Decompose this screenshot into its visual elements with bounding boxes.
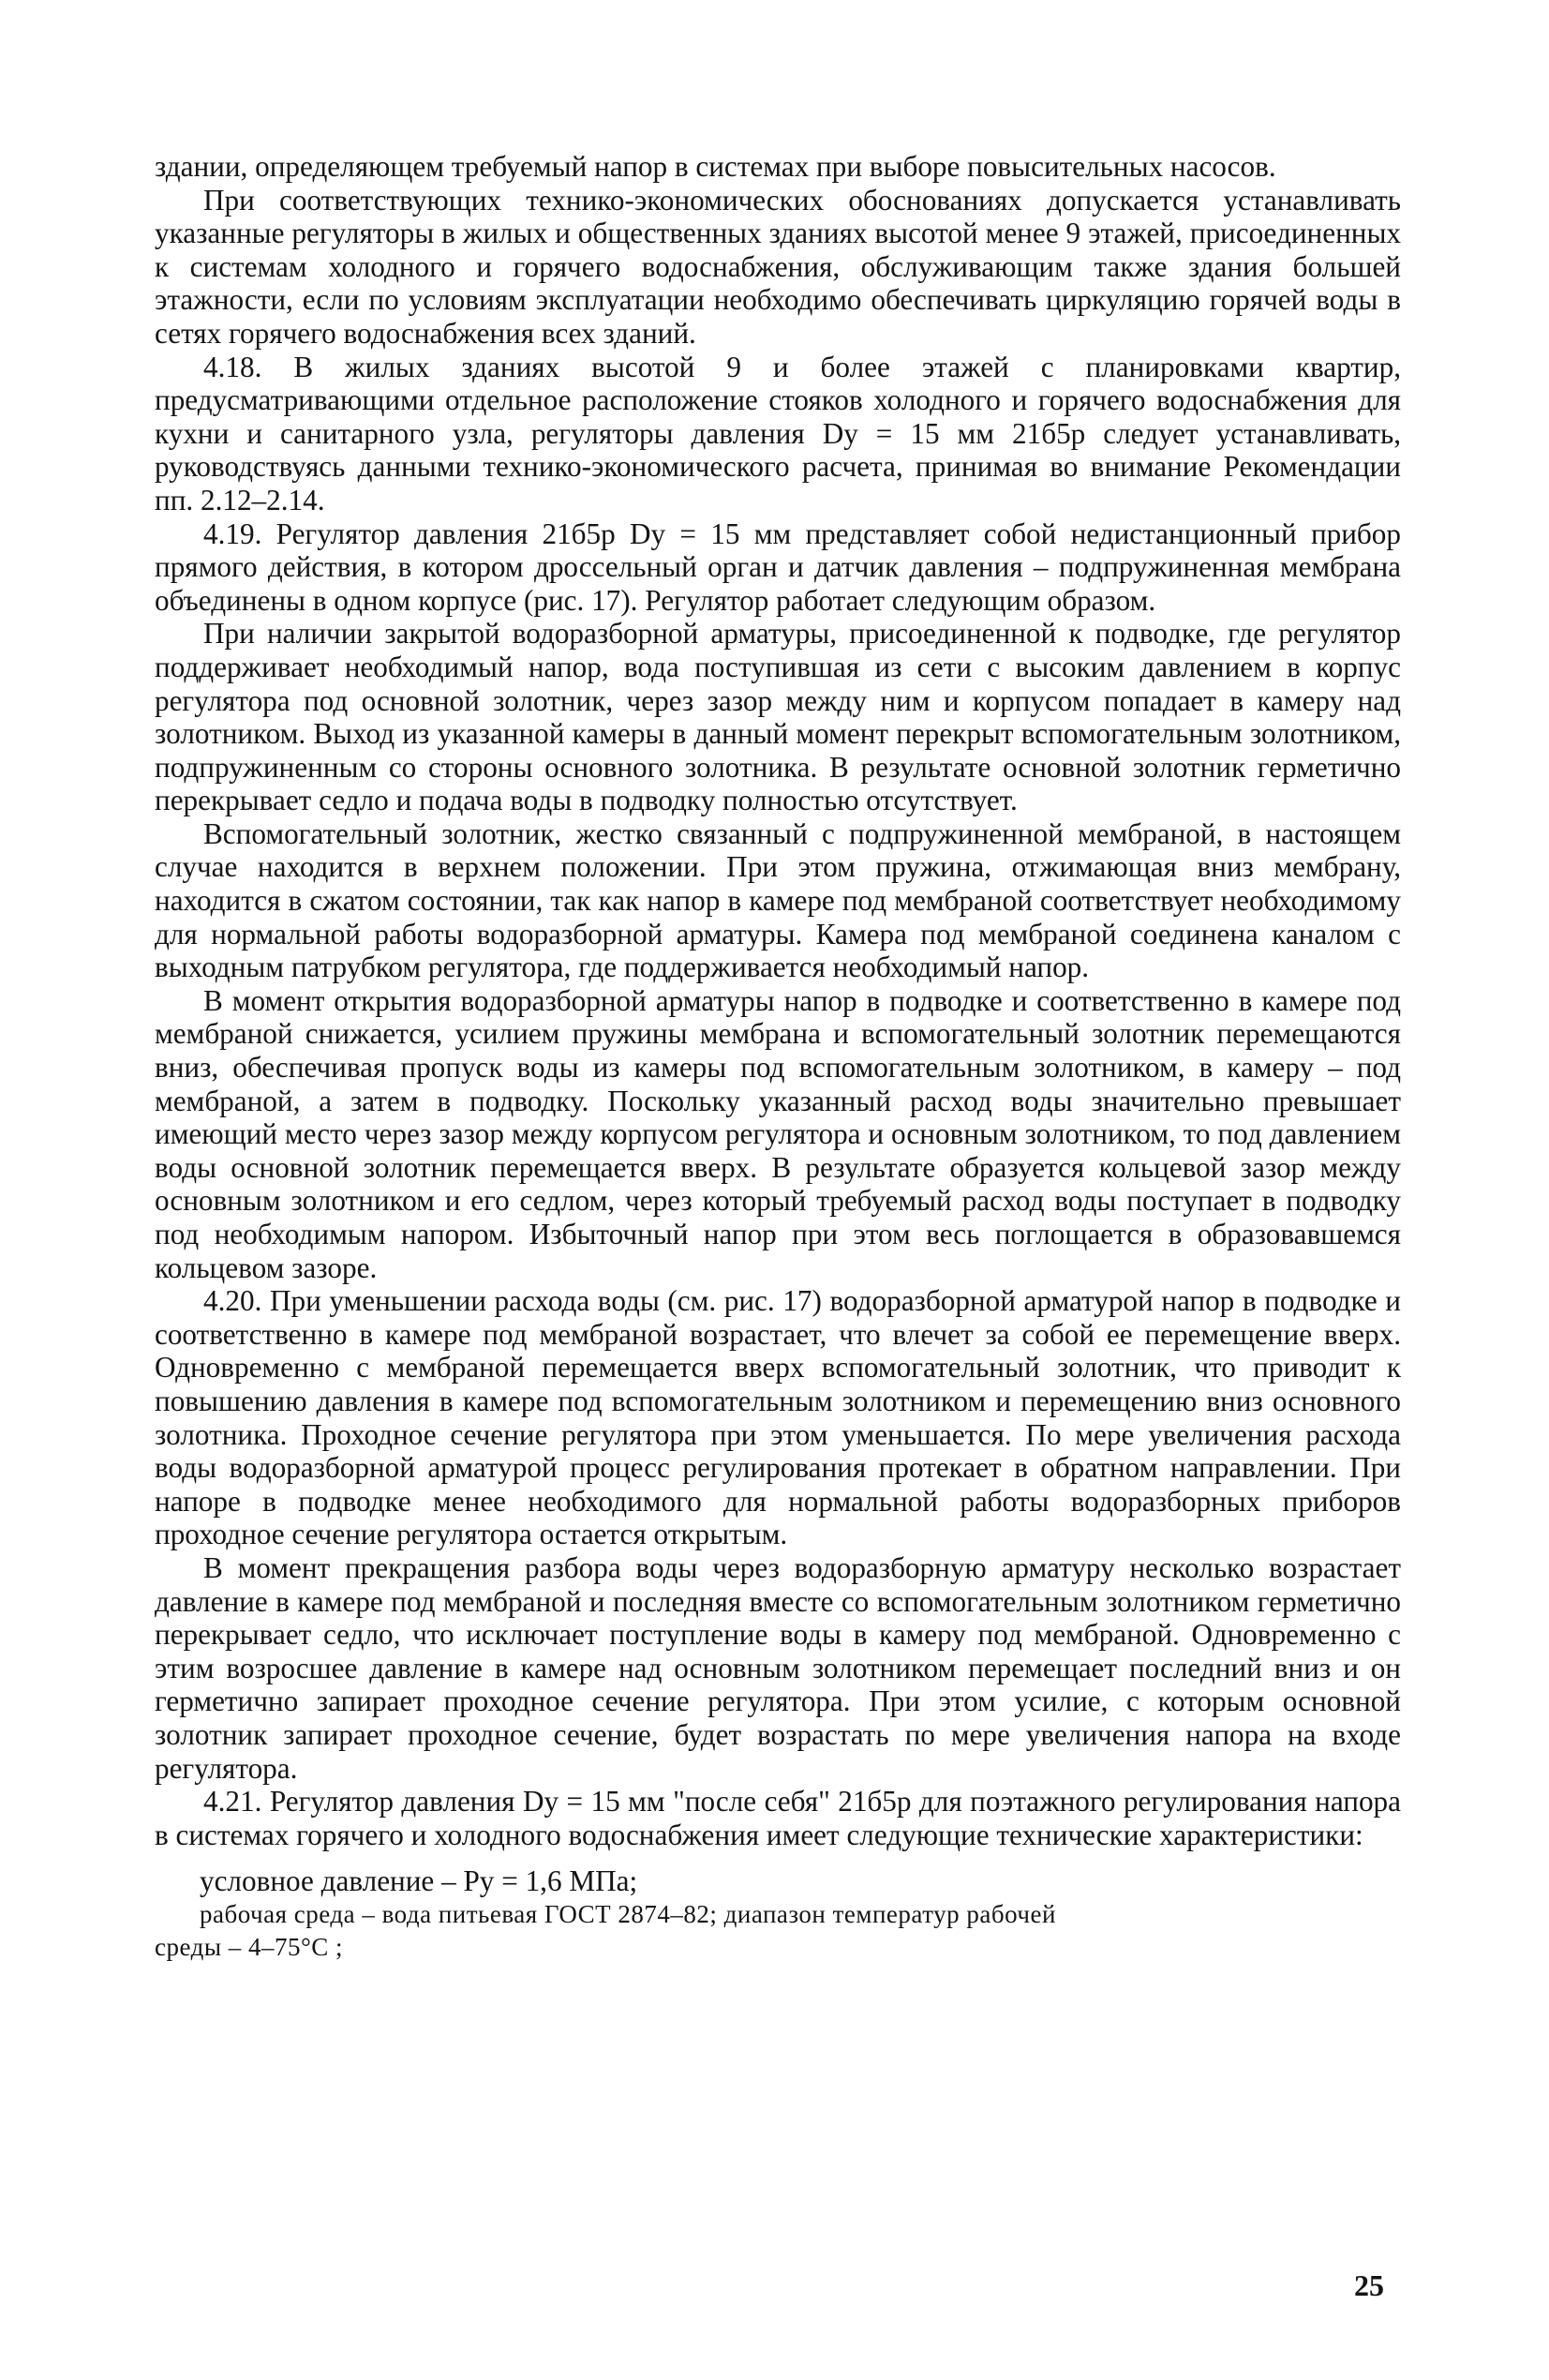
paragraph-section-4-18: 4.18. В жилых зданиях высотой 9 и более этажей с планировками квартир, предусматривающими отдельное расположение стояков холодного и горячего водоснабжения для кухни и санитарного узла, регуляторы давления Dу = 15 мм 21б5р следует устанавливать, руководствуясь данными технико-экономического расчета, принимая во внимание Рекомендации пп. 2.12–2.14. bbox=[155, 350, 1401, 516]
spec-line: среды – 4–75°С ; bbox=[155, 1933, 344, 1962]
paragraph: В момент открытия водоразборной арматуры напор в подводке и соответственно в камере под мембраной снижается, усилием пружины мембрана и вспомогательный золотник перемещаются вниз, обеспечивая пропуск воды из камеры под вспомогательным золотником, в камеру – под мембраной, а затем в подводку. Поскольку указанный расход воды значительно превышает имеющий место через зазор между корпусом регулятора и основным золотником, то под давлением воды основной золотник перемещается вверх. В результате образуется кольцевой зазор между основным золотником и его седлом, через который требуемый расход воды поступает в подводку под необходимым напором. Избыточный напор при этом весь поглощается в образовавшемся кольцевом зазоре. bbox=[155, 983, 1401, 1284]
technical-specs bbox=[155, 1864, 1401, 1965]
paragraph: При соответствующих технико-экономических обоснованиях допускается устанавливать указанные регуляторы в жилых и общественных зданиях высотой менее 9 этажей, присоединенных к системам холодного и горячего водоснабжения, обслуживающим также здания большей этажности, если по условиям эксплуатации необходимо обеспечивать циркуляцию горячей воды в сетях горячего водоснабжения всех зданий. bbox=[155, 183, 1401, 350]
spec-line: рабочая среда – вода питьевая ГОСТ 2874–82; диапазон температур рабочей bbox=[200, 1899, 1056, 1928]
paragraph: здании, определяющем требуемый напор в системах при выборе повысительных насосов. bbox=[155, 150, 1276, 183]
paragraph-section-4-21: 4.21. Регулятор давления Dу = 15 мм "после себя" 21б5р для поэтажного регулирования напора в системах горячего и холодного водоснабжения имеет следующие технические характеристики: bbox=[155, 1785, 1401, 1851]
paragraph: При наличии закрытой водоразборной арматуры, присоединенной к подводке, где регулятор поддерживает необходимый напор, вода поступившая из сети с высоким давлением в корпус регулятора под основной золотник, через зазор между ним и корпусом попадает в камеру над золотником. Выход из указанной камеры в данный момент перекрыт вспомогательным золотником, подпружиненным со стороны основного золотника. В результате основной золотник герметично перекрывает седло и подача воды в подводку полностью отсутствует. bbox=[155, 617, 1401, 817]
paragraph: Вспомогательный золотник, жестко связанный с подпружиненной мембраной, в настоящем случае находится в верхнем положении. При этом пружина, отжимающая вниз мембрану, находится в сжатом состоянии, так как напор в камере под мембраной соответствует необходимому для нормальной работы водоразборной арматуры. Камера под мембраной соединена каналом с выходным патрубком регулятора, где поддерживается необходимый напор. bbox=[155, 816, 1401, 984]
paragraph-section-4-20: 4.20. При уменьшении расхода воды (см. рис. 17) водоразборной арматурой напор в подводке и соответственно в камере под мембраной возрастает, что влечет за собой ее перемещение вверх. Одновременно с мембраной перемещается вверх вспомогательный золотник, что приводит к повышению давления в камере под вспомогательным золотником и перемещению вниз основного золотника. Проходное сечение регулятора при этом уменьшается. По мере увеличения расхода воды водоразборной арматурой процесс регулирования протекает в обратном направлении. При напоре в подводке менее необходимого для нормальной работы водоразборных приборов проходное сечение регулятора остается открытым. bbox=[155, 1284, 1401, 1551]
paragraph-section-4-19: 4.19. Регулятор давления 21б5р Dу = 15 мм представляет собой недистанционный прибор прямого действия, в котором дроссельный орган и датчик давления – подпружиненная мембрана объединены в одном корпусе (рис. 17). Регулятор работает следующим образом. bbox=[155, 516, 1401, 617]
page-number: 25 bbox=[1354, 2268, 1384, 2302]
paragraph: В момент прекращения разбора воды через водоразборную арматуру несколько возрастает давление в камере под мембраной и последняя вместе со вспомогательным золотником герметично перекрывает седло, что исключает поступление воды в камеру под мембраной. Одновременно с этим возросшее давление в камере над основным золотником перемещает последний вниз и он герметично запирает проходное сечение регулятора. При этом усилие, с которым основной золотник запирает проходное сечение, будет возрастать по мере увеличения напора на входе регулятора. bbox=[155, 1550, 1401, 1785]
spec-line: условное давление – Pу = 1,6 МПа; bbox=[200, 1864, 638, 1898]
document-page bbox=[155, 150, 1401, 1965]
